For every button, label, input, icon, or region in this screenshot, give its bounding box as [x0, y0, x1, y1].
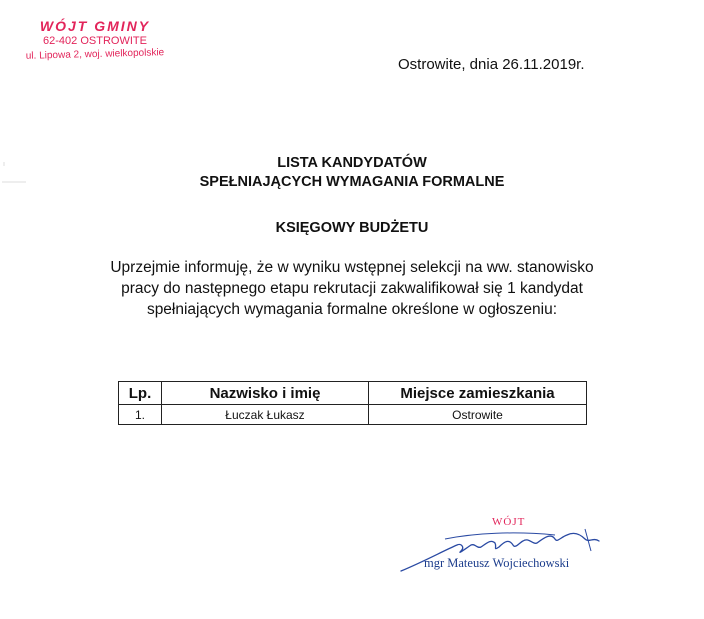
candidates-table	[118, 381, 587, 425]
cell-lp: 1.	[119, 405, 162, 425]
stamp-line-2: 62-402 OSTROWITE	[43, 34, 147, 47]
cell-name: Łuczak Łukasz	[162, 405, 369, 425]
cell-residence: Ostrowite	[369, 405, 587, 425]
signature-stamp-title: WÓJT	[492, 516, 526, 528]
title-line-2: SPEŁNIAJĄCYCH WYMAGANIA FORMALNE	[199, 173, 505, 190]
title-line-1: LISTA KANDYDATÓW	[277, 155, 427, 171]
body-line-2: pracy do następnego etapu rekrutacji zakwalifikował się 1 kandydat	[121, 279, 583, 297]
office-stamp	[14, 18, 176, 61]
position-title: KSIĘGOWY BUDŻETU	[275, 220, 429, 236]
stamp-line-3: ul. Lipowa 2, woj. wielkopolskie	[25, 47, 165, 62]
signatory-name: mgr Mateusz Wojciechowski	[424, 556, 570, 570]
body-paragraph	[0, 258, 704, 321]
table-row	[119, 405, 587, 425]
header-name: Nazwisko i imię	[162, 382, 369, 405]
header-residence: Miejsce zamieszkania	[369, 382, 587, 405]
table-header-row	[119, 382, 587, 405]
body-line-1: Uprzejmie informuję, że w wyniku wstępnej selekcji na ww. stanowisko	[110, 259, 594, 276]
place-and-date: Ostrowite, dnia 26.11.2019r.	[398, 56, 585, 73]
document-title	[0, 154, 704, 192]
body-line-3: spełniających wymagania formalne określone w ogłoszeniu:	[146, 300, 558, 318]
header-lp: Lp.	[119, 382, 162, 405]
stamp-line-1: WÓJT GMINY	[39, 18, 151, 34]
